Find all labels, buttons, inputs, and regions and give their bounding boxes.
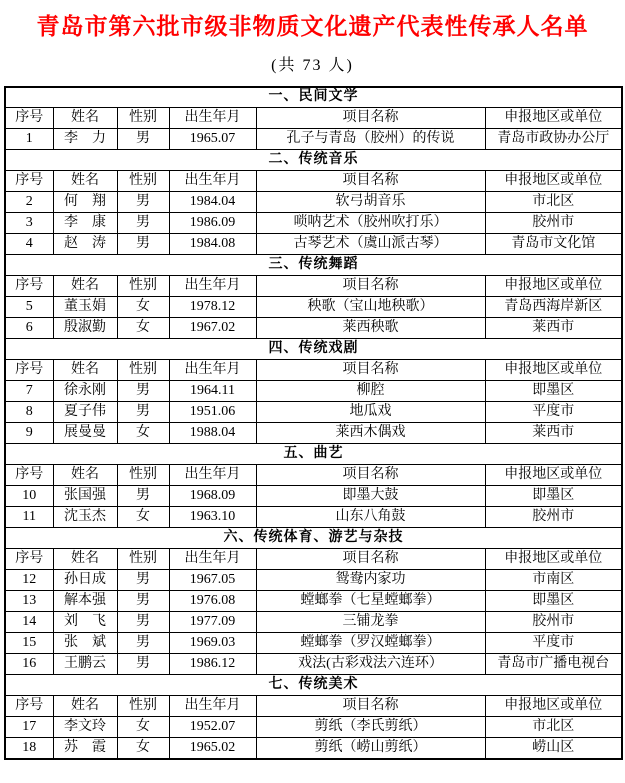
cell-project-name: 螳螂拳（七星螳螂拳） [256,591,485,612]
cell-project-name: 古琴艺术（虞山派古琴） [256,234,485,255]
column-header-declaring-unit: 申报地区或单位 [485,465,622,486]
cell-project-name: 三铺龙拳 [256,612,485,633]
cell-declaring-unit: 青岛西海岸新区 [485,297,622,318]
table-row [5,423,622,444]
table-row [5,612,622,633]
cell-gender: 男 [117,570,169,591]
cell-project-name: 软弓胡音乐 [256,192,485,213]
section-heading-row [5,675,622,696]
cell-serial-number: 7 [5,381,53,402]
cell-declaring-unit: 青岛市政协办公厅 [485,129,622,150]
table-row [5,507,622,528]
cell-gender: 男 [117,234,169,255]
cell-serial-number: 9 [5,423,53,444]
column-header-gender: 性别 [117,276,169,297]
column-header-row [5,108,622,129]
section-heading: 三、传统舞蹈 [5,255,622,276]
column-header-name: 姓名 [53,549,117,570]
cell-gender: 男 [117,633,169,654]
column-header-name: 姓名 [53,696,117,717]
page-subtitle: (共 73 人) [271,56,354,74]
cell-declaring-unit: 青岛市广播电视台 [485,654,622,675]
section-heading-row [5,255,622,276]
section-heading: 二、传统音乐 [5,150,622,171]
cell-project-name: 剪纸（崂山剪纸） [256,738,485,759]
cell-name: 赵 涛 [53,234,117,255]
cell-project-name: 即墨大鼓 [256,486,485,507]
cell-declaring-unit: 莱西市 [485,318,622,339]
column-header-declaring-unit: 申报地区或单位 [485,696,622,717]
cell-gender: 女 [117,318,169,339]
cell-birth-date: 1967.05 [169,570,256,591]
section-heading-row [5,528,622,549]
cell-birth-date: 1986.09 [169,213,256,234]
cell-serial-number: 16 [5,654,53,675]
cell-serial-number: 18 [5,738,53,759]
column-header-declaring-unit: 申报地区或单位 [485,171,622,192]
inheritors-table [4,86,623,760]
cell-gender: 女 [117,738,169,759]
section-heading: 五、曲艺 [5,444,622,465]
cell-project-name: 孔子与青岛（胶州）的传说 [256,129,485,150]
cell-gender: 男 [117,129,169,150]
cell-project-name: 螳螂拳（罗汉螳螂拳） [256,633,485,654]
cell-declaring-unit: 胶州市 [485,612,622,633]
cell-name: 李 康 [53,213,117,234]
column-header-serial-number: 序号 [5,465,53,486]
cell-serial-number: 13 [5,591,53,612]
column-header-row [5,171,622,192]
cell-gender: 男 [117,654,169,675]
cell-project-name: 莱西木偶戏 [256,423,485,444]
cell-name: 张 斌 [53,633,117,654]
cell-name: 殷淑勤 [53,318,117,339]
cell-serial-number: 11 [5,507,53,528]
cell-declaring-unit: 青岛市文化馆 [485,234,622,255]
cell-gender: 男 [117,213,169,234]
cell-declaring-unit: 胶州市 [485,213,622,234]
table-row [5,402,622,423]
cell-gender: 男 [117,192,169,213]
column-header-project-name: 项目名称 [256,108,485,129]
cell-declaring-unit: 即墨区 [485,486,622,507]
cell-gender: 男 [117,612,169,633]
cell-gender: 女 [117,507,169,528]
column-header-row [5,465,622,486]
column-header-project-name: 项目名称 [256,696,485,717]
cell-name: 孙日成 [53,570,117,591]
column-header-declaring-unit: 申报地区或单位 [485,108,622,129]
table-row [5,633,622,654]
column-header-declaring-unit: 申报地区或单位 [485,360,622,381]
column-header-birth-date: 出生年月 [169,108,256,129]
column-header-project-name: 项目名称 [256,549,485,570]
cell-serial-number: 5 [5,297,53,318]
column-header-serial-number: 序号 [5,108,53,129]
column-header-name: 姓名 [53,465,117,486]
cell-birth-date: 1969.03 [169,633,256,654]
section-heading-row [5,87,622,108]
cell-declaring-unit: 即墨区 [485,591,622,612]
cell-name: 张国强 [53,486,117,507]
cell-birth-date: 1965.02 [169,738,256,759]
column-header-name: 姓名 [53,276,117,297]
column-header-birth-date: 出生年月 [169,276,256,297]
cell-gender: 男 [117,381,169,402]
cell-birth-date: 1967.02 [169,318,256,339]
section-heading: 一、民间文学 [5,87,622,108]
column-header-declaring-unit: 申报地区或单位 [485,276,622,297]
cell-project-name: 地瓜戏 [256,402,485,423]
column-header-birth-date: 出生年月 [169,549,256,570]
column-header-birth-date: 出生年月 [169,465,256,486]
column-header-project-name: 项目名称 [256,360,485,381]
column-header-gender: 性别 [117,108,169,129]
cell-birth-date: 1988.04 [169,423,256,444]
cell-declaring-unit: 市南区 [485,570,622,591]
roster-table-body [5,87,622,759]
cell-serial-number: 12 [5,570,53,591]
cell-project-name: 秧歌（宝山地秧歌） [256,297,485,318]
column-header-gender: 性别 [117,171,169,192]
column-header-serial-number: 序号 [5,360,53,381]
cell-gender: 女 [117,717,169,738]
column-header-gender: 性别 [117,549,169,570]
cell-birth-date: 1965.07 [169,129,256,150]
cell-project-name: 莱西秧歌 [256,318,485,339]
column-header-declaring-unit: 申报地区或单位 [485,549,622,570]
cell-project-name: 戏法(古彩戏法六连环） [256,654,485,675]
page-title: 青岛市第六批市级非物质文化遗产代表性传承人名单 [36,14,589,39]
column-header-name: 姓名 [53,108,117,129]
cell-project-name: 剪纸（李氏剪纸） [256,717,485,738]
column-header-project-name: 项目名称 [256,171,485,192]
cell-declaring-unit: 即墨区 [485,381,622,402]
cell-name: 夏子伟 [53,402,117,423]
table-row [5,738,622,759]
table-row [5,297,622,318]
cell-declaring-unit: 胶州市 [485,507,622,528]
cell-gender: 女 [117,423,169,444]
cell-name: 刘 飞 [53,612,117,633]
table-row [5,381,622,402]
cell-gender: 女 [117,297,169,318]
cell-serial-number: 8 [5,402,53,423]
column-header-serial-number: 序号 [5,696,53,717]
cell-project-name: 柳腔 [256,381,485,402]
cell-birth-date: 1986.12 [169,654,256,675]
column-header-row [5,549,622,570]
cell-birth-date: 1978.12 [169,297,256,318]
cell-project-name: 鸳鸯内家功 [256,570,485,591]
column-header-row [5,360,622,381]
column-header-name: 姓名 [53,171,117,192]
table-row [5,234,622,255]
column-header-birth-date: 出生年月 [169,360,256,381]
column-header-name: 姓名 [53,360,117,381]
section-heading: 七、传统美术 [5,675,622,696]
cell-birth-date: 1963.10 [169,507,256,528]
cell-project-name: 山东八角鼓 [256,507,485,528]
cell-serial-number: 4 [5,234,53,255]
cell-serial-number: 17 [5,717,53,738]
column-header-birth-date: 出生年月 [169,696,256,717]
column-header-project-name: 项目名称 [256,276,485,297]
cell-birth-date: 1951.06 [169,402,256,423]
table-row [5,318,622,339]
cell-name: 解本强 [53,591,117,612]
column-header-project-name: 项目名称 [256,465,485,486]
section-heading-row [5,444,622,465]
column-header-row [5,696,622,717]
cell-birth-date: 1952.07 [169,717,256,738]
cell-declaring-unit: 崂山区 [485,738,622,759]
cell-name: 董玉娟 [53,297,117,318]
column-header-birth-date: 出生年月 [169,171,256,192]
cell-name: 李文玲 [53,717,117,738]
cell-declaring-unit: 莱西市 [485,423,622,444]
table-row [5,717,622,738]
cell-name: 展曼曼 [53,423,117,444]
section-heading: 四、传统戏剧 [5,339,622,360]
column-header-gender: 性别 [117,360,169,381]
section-heading-row [5,339,622,360]
cell-declaring-unit: 平度市 [485,633,622,654]
cell-declaring-unit: 市北区 [485,717,622,738]
cell-birth-date: 1977.09 [169,612,256,633]
cell-serial-number: 1 [5,129,53,150]
table-row [5,654,622,675]
cell-gender: 男 [117,486,169,507]
cell-serial-number: 6 [5,318,53,339]
cell-name: 王鹏云 [53,654,117,675]
table-row [5,591,622,612]
cell-serial-number: 14 [5,612,53,633]
cell-birth-date: 1976.08 [169,591,256,612]
table-row [5,570,622,591]
cell-name: 沈玉杰 [53,507,117,528]
cell-declaring-unit: 市北区 [485,192,622,213]
cell-birth-date: 1984.04 [169,192,256,213]
cell-birth-date: 1968.09 [169,486,256,507]
cell-declaring-unit: 平度市 [485,402,622,423]
table-row [5,486,622,507]
column-header-row [5,276,622,297]
cell-name: 李 力 [53,129,117,150]
column-header-serial-number: 序号 [5,276,53,297]
table-row [5,129,622,150]
table-row [5,213,622,234]
cell-serial-number: 2 [5,192,53,213]
section-heading-row [5,150,622,171]
cell-serial-number: 15 [5,633,53,654]
cell-gender: 男 [117,591,169,612]
cell-birth-date: 1984.08 [169,234,256,255]
cell-project-name: 唢呐艺术（胶州吹打乐） [256,213,485,234]
cell-name: 徐永刚 [53,381,117,402]
cell-serial-number: 3 [5,213,53,234]
cell-name: 何 翔 [53,192,117,213]
column-header-gender: 性别 [117,465,169,486]
table-row [5,192,622,213]
cell-name: 苏 霞 [53,738,117,759]
column-header-gender: 性别 [117,696,169,717]
cell-serial-number: 10 [5,486,53,507]
section-heading: 六、传统体育、游艺与杂技 [5,528,622,549]
column-header-serial-number: 序号 [5,171,53,192]
cell-gender: 男 [117,402,169,423]
cell-birth-date: 1964.11 [169,381,256,402]
column-header-serial-number: 序号 [5,549,53,570]
